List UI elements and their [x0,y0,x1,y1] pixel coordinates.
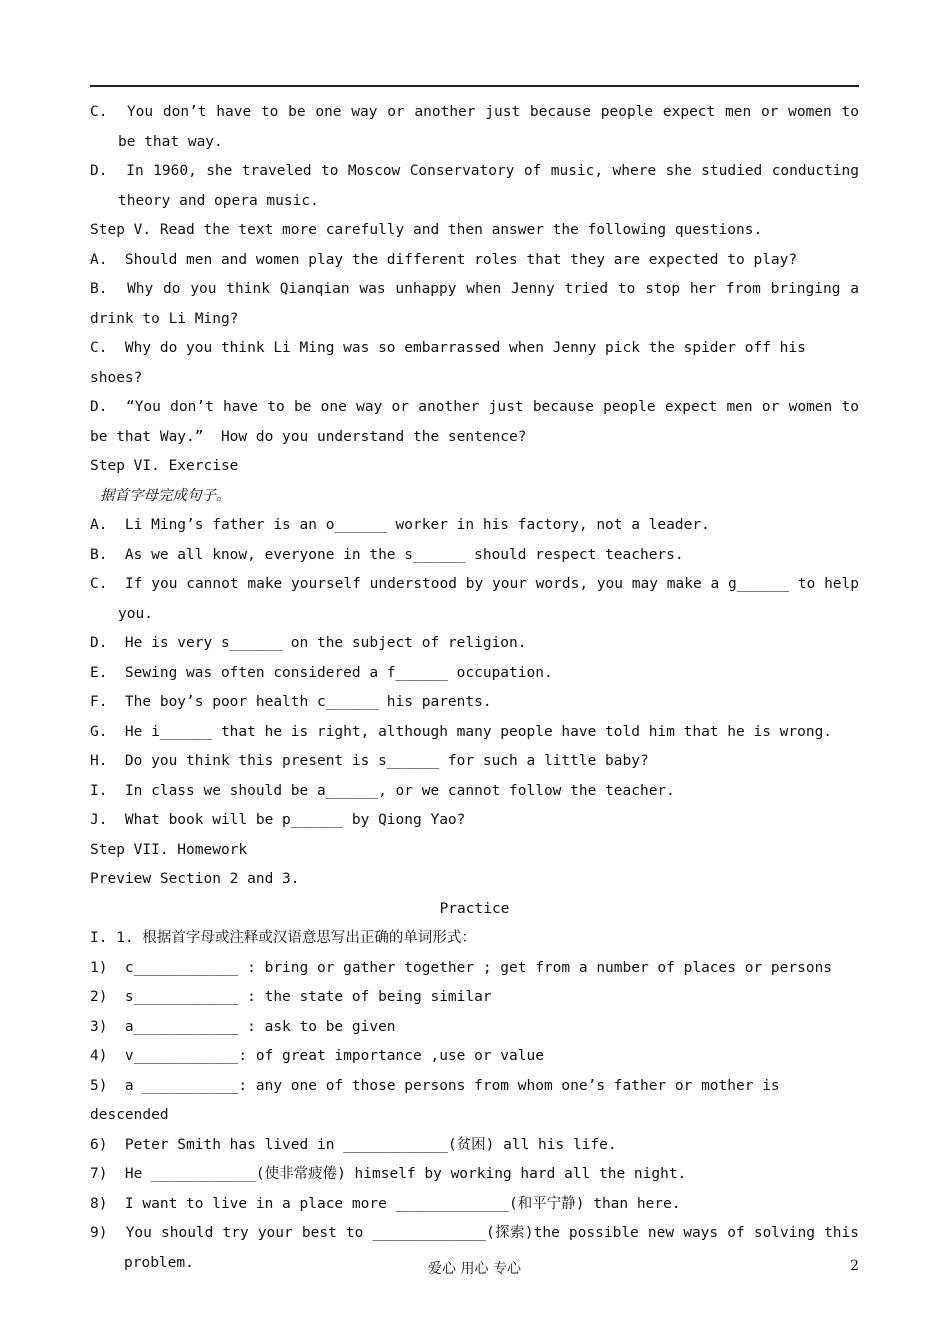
practice-item-2: 2) s____________ : the state of being similar [90,989,492,1005]
practice-item-5: 5) a ___________: any one of those persons from whom one’s father or mother is descended [90,1077,789,1123]
option-c-line: C. You don’t have to be one way or another just because people expect men or women to be that way. [90,104,868,150]
practice-title: Practice [439,900,510,917]
step-vii-heading: Step VII. Homework [90,841,248,858]
exercise-b: B. As we all know, everyone in the s______ should respect teachers. [90,546,684,563]
question-c: C. Why do you think Li Ming was so embarrassed when Jenny pick the spider off his shoes? [90,340,815,386]
question-a: A. Should men and women play the different roles that they are expected to play? [90,251,798,268]
header-rule [90,85,859,87]
exercise-f: F. The boy’s poor health c______ his parents. [90,694,492,710]
exercise-h: H. Do you think this present is s______ for such a little baby? [90,753,649,769]
practice-item-9: 9) You should try your best to _____________(探索)the possible new ways of solving this problem. [90,1225,868,1271]
exercise-instruction: 据首字母完成句子。 [100,487,231,504]
step-v-heading: Step V. Read the text more carefully and then answer the following questions. [90,222,763,238]
exercise-g: G. He i______ that he is right, although many people have told him that he is wrong. [90,723,833,740]
document-body [90,98,868,1278]
practice-item-8: 8) I want to live in a place more _____________(和平宁静) than here. [90,1195,681,1212]
exercise-a: A. Li Ming’s father is an o______ worker in his factory, not a leader. [90,517,710,533]
practice-instruction: I. 1. 根据首字母或注释或汉语意思写出正确的单词形式： [90,930,476,946]
practice-item-1: 1) c____________ : bring or gather together ; get from a number of places or persons [90,959,833,976]
exercise-c: C. If you cannot make yourself understood by your words, you may make a g______ to help you. [90,576,868,622]
homework-text: Preview Section 2 and 3. [90,871,300,887]
question-d: D. “You don’t have to be one way or another just because people expect men or women to be that Way.” How do you understand the sentence? [90,399,868,445]
practice-item-3: 3) a____________ : ask to be given [90,1018,396,1035]
page-number: 2 [850,1258,859,1274]
practice-item-4: 4) v____________: of great importance ,use or value [90,1048,544,1064]
exercise-d: D. He is very s______ on the subject of religion. [90,635,527,651]
practice-item-7: 7) He ____________(使非常疲倦) himself by working hard all the night. [90,1166,687,1182]
exercise-i: I. In class we should be a______, or we cannot follow the teacher. [90,782,675,799]
step-vi-heading: Step VI. Exercise [90,458,239,474]
practice-item-6: 6) Peter Smith has lived in ____________(贫困) all his life. [90,1136,617,1153]
option-d-line: D. In 1960, she traveled to Moscow Conservatory of music, where she studied conducting theory and opera music. [90,163,868,209]
question-b: B. Why do you think Qianqian was unhappy when Jenny tried to stop her from bringing a drink to Li Ming? [90,281,868,327]
exercise-e: E. Sewing was often considered a f______ occupation. [90,664,553,681]
exercise-j: J. What book will be p______ by Qiong Yao? [90,812,466,828]
footer-motto: 爱心 用心 专心 [428,1261,521,1277]
